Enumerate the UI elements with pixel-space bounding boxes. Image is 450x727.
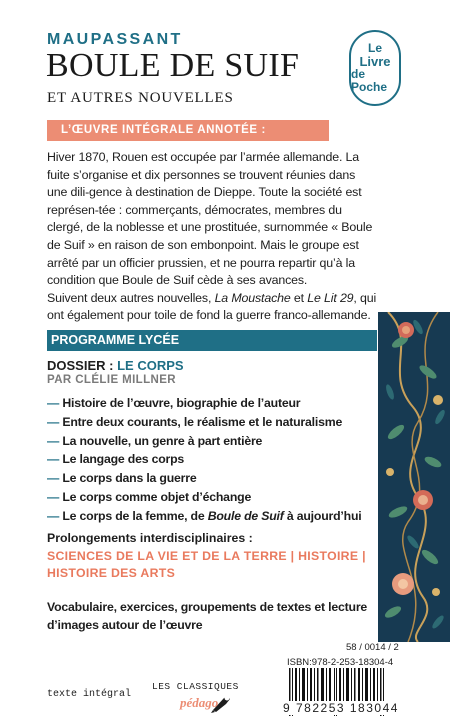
topic-text: Entre deux courants, le réalisme et le naturalisme <box>62 414 343 429</box>
dash-marker: — <box>47 396 60 410</box>
dossier-label: DOSSIER : <box>47 358 114 373</box>
topic-text-end: à aujourd’hui <box>283 508 362 523</box>
author-name: MAUPASSANT <box>47 31 183 48</box>
list-item <box>47 394 361 413</box>
summary-paragraph-1: Hiver 1870, Rouen est occupée par l’armée allemande. La fuite s’organise et dix personnes se trouvent réunies dans une dili-gence à destination de Dieppe. Toute la société est représen-tée : commerçants, démocrates, membres du clergé, de la noblesse et une prostituée, surnommée « Boule de Suif » en raison de son embonpoint. Mais le groupe est arrêté par un officier prussien, et ne pourra repartir qu’à la condition que Boule de Suif cède à ses avances. <box>47 150 373 288</box>
disciplines <box>47 548 377 581</box>
collection-logo <box>152 681 252 715</box>
dossier-heading <box>47 358 184 373</box>
dash-marker: — <box>47 508 60 523</box>
texte-integral-label: texte intégral <box>47 689 132 700</box>
logo-line-3: de Poche <box>351 67 388 94</box>
topic-text-italic: Boule de Suif <box>207 508 284 523</box>
summary-p2-start: Suivent deux autres nouvelles, <box>47 290 215 305</box>
list-item <box>47 507 361 526</box>
prolongements-heading: Prolongements interdisciplinaires : <box>47 531 253 545</box>
list-item <box>47 413 361 432</box>
dossier-byline: PAR CLÉLIE MILLNER <box>47 374 177 386</box>
vocabulary-note: Vocabulaire, exercices, groupements de textes et lecture d’images autour de l’œuvre <box>47 600 368 632</box>
topic-text: Le corps comme objet d’échange <box>62 489 252 504</box>
dash-marker: — <box>47 414 60 429</box>
topic-text: Le corps dans la guerre <box>62 471 197 486</box>
topics-list <box>47 394 361 526</box>
list-item <box>47 432 361 451</box>
list-item <box>47 469 361 488</box>
logo-line-2: Livre <box>359 54 391 69</box>
title-le-lit-29: Le Lit 29 <box>307 290 354 305</box>
disciplines-line-2: HISTOIRE DES ARTS <box>47 565 176 580</box>
topic-text: Histoire de l’œuvre, biographie de l’auteur <box>62 396 301 410</box>
topic-text-start: Le corps de la femme, de <box>62 508 208 523</box>
catalog-code: 58 / 0014 / 2 <box>346 642 399 653</box>
topic-text: Le langage des corps <box>62 452 185 467</box>
logo-line-1: Le <box>367 41 382 55</box>
book-title: BOULE DE SUIF <box>46 47 300 84</box>
topic-text: La nouvelle, un genre à part entière <box>62 433 263 448</box>
summary <box>47 149 377 325</box>
dash-marker: — <box>47 471 60 486</box>
book-subtitle: ET AUTRES NOUVELLES <box>47 90 234 106</box>
program-banner: PROGRAMME LYCÉE <box>47 330 377 351</box>
list-item <box>47 488 361 507</box>
barcode-number: 9 782253 183044 <box>283 701 401 715</box>
dash-marker: — <box>47 489 60 504</box>
collection-line-2: pédago <box>180 695 219 710</box>
list-item <box>47 450 361 469</box>
annotated-banner: L’ŒUVRE INTÉGRALE ANNOTÉE : <box>47 120 329 141</box>
livre-de-poche-logo <box>349 30 401 106</box>
dossier-theme: LE CORPS <box>117 358 184 373</box>
disciplines-line-1: SCIENCES DE LA VIE ET DE LA TERRE | HISTOIRE | <box>47 549 366 563</box>
dash-marker: — <box>47 452 60 467</box>
summary-paragraph-2 <box>47 290 377 325</box>
summary-p2-and: et <box>290 290 308 305</box>
floral-pattern <box>378 312 450 642</box>
summary-p2-end: , qui ont également pour toile de fond la guerre franco-allemande. <box>47 290 377 323</box>
isbn: ISBN:978-2-253-18304-4 <box>287 657 394 668</box>
collection-line-1: LES CLASSIQUES <box>152 681 239 692</box>
dash-marker: — <box>47 433 60 448</box>
title-la-moustache: La Moustache <box>214 290 291 305</box>
